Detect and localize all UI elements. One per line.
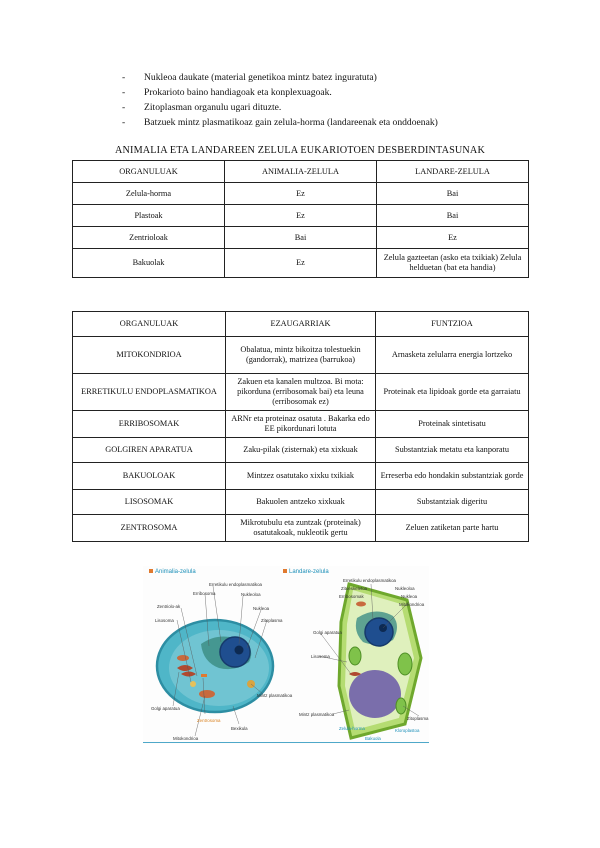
animal-label-membrane: Mintz plasmatikoa xyxy=(257,693,293,698)
table-row xyxy=(73,205,529,227)
animal-label-nucleolus: Nukleoloa xyxy=(241,592,261,597)
table-cell: Mintzez osatutako xixku txikiak xyxy=(226,463,376,490)
plant-label-lysosome: Lisosoma xyxy=(311,654,330,659)
animal-label-ribosome: Erribosoma xyxy=(193,591,216,596)
animal-mitochondrion xyxy=(177,655,189,661)
animal-label-vesicle: Bexikula xyxy=(231,726,248,731)
plant-chloroplast xyxy=(396,698,406,714)
table-cell: Zelula gazteetan (asko eta txikiak) Zelula helduetan (bat eta handia) xyxy=(377,249,529,278)
animal-label-lysosome: Lisosoma xyxy=(155,618,174,623)
table-cell: MITOKONDRIOA xyxy=(73,337,226,374)
table-row xyxy=(73,411,529,438)
table-row xyxy=(73,490,529,515)
table-header: ANIMALIA-ZELULA xyxy=(225,161,377,183)
table-cell: Substantziak metatu eta kanporatu xyxy=(376,438,529,463)
table-cell: LISOSOMAK xyxy=(73,490,226,515)
plant-label-golgi: Golgi aparatua xyxy=(313,630,342,635)
table-cell: Ez xyxy=(225,249,377,278)
table-row xyxy=(73,374,529,411)
list-item: - Batzuek mintz plasmatikoaz gain zelula-horma (landareenak eta onddoenak) xyxy=(122,117,438,128)
plant-vacuole xyxy=(349,670,401,718)
animal-label-golgi: Golgi aparatua xyxy=(151,706,180,711)
plant-label-vacuole: Bakuola xyxy=(365,736,381,741)
table-cell: Erreserba edo hondakin substantziak gorde xyxy=(376,463,529,490)
table-cell: Zeluen zatiketan parte hartu xyxy=(376,515,529,542)
plant-mitochondrion xyxy=(356,602,366,607)
bullet-square-icon xyxy=(149,569,153,573)
animal-label-centrosome: Zentrosoma xyxy=(197,718,221,723)
plant-label-nucleus: Nukleoa xyxy=(401,594,418,599)
table-cell: Ez xyxy=(225,183,377,205)
table-cell: Arnasketa zelularra energia lortzeko xyxy=(376,337,529,374)
table-cell: Substantziak digeritu xyxy=(376,490,529,515)
table-cell: ARNr eta proteinaz osatuta . Bakarka edo EE pikordunari lotuta xyxy=(226,411,376,438)
animal-label-nucleus: Nukleoa xyxy=(253,606,270,611)
plant-label-chloroplast: Kloroplastoa xyxy=(395,728,420,733)
plant-label-cell-wall: Zelula-horma xyxy=(339,726,365,731)
animal-label-centrioles: Zentriolo-ak xyxy=(157,604,181,609)
organelles-table xyxy=(72,311,529,542)
animal-centrosome xyxy=(201,674,207,677)
plant-label-membrane: Mintz plasmatikoa xyxy=(299,712,335,717)
table-header-row xyxy=(73,312,529,337)
table-header: LANDARE-ZELULA xyxy=(377,161,529,183)
plant-label-ribosome: Erribosomak xyxy=(339,594,364,599)
list-item: - Nukleoa daukate (material genetikoa mintz batez inguratuta) xyxy=(122,72,377,83)
table1-title: ANIMALIA ETA LANDAREEN ZELULA EUKARIOTOEN DESBERDINTASUNAK xyxy=(115,145,485,156)
table-header: ORGANULUAK xyxy=(73,161,225,183)
list-item: - Prokarioto baino handiagoak eta konplexuagoak. xyxy=(122,87,332,98)
table-cell: Bakuolak xyxy=(73,249,225,278)
table-row xyxy=(73,227,529,249)
plant-chloroplast xyxy=(398,653,412,675)
bullet-square-icon xyxy=(283,569,287,573)
animal-label-er: Erretikulu endoplasmatikoa xyxy=(209,582,262,587)
table-row xyxy=(73,515,529,542)
table-cell: BAKUOLOAK xyxy=(73,463,226,490)
table-cell: ERRETIKULU ENDOPLASMATIKOA xyxy=(73,374,226,411)
plant-label-cytoplasm: Zitoplasma xyxy=(407,716,429,721)
animal-nucleolus xyxy=(235,646,244,655)
table-cell: Bai xyxy=(225,227,377,249)
figure-bottom-rule xyxy=(143,742,429,743)
plant-label-cytoskeleton: Zitoeskeletoa xyxy=(341,586,368,591)
plant-label-mitochondria: Mitokondrioa xyxy=(399,602,425,607)
table-cell: Zaku-pilak (zisternak) eta xixkuak xyxy=(226,438,376,463)
plant-label-nucleolus: Nukleoloa xyxy=(395,586,415,591)
table-header: FUNTZIOA xyxy=(376,312,529,337)
table-header: ORGANULUAK xyxy=(73,312,226,337)
table-cell: ERRIBOSOMAK xyxy=(73,411,226,438)
table-header-row xyxy=(73,161,529,183)
table-cell: ZENTROSOMA xyxy=(73,515,226,542)
animal-label-cytoplasm: Zitoplasma xyxy=(261,618,283,623)
table-cell: Plastoak xyxy=(73,205,225,227)
table-row xyxy=(73,183,529,205)
table-cell: Bai xyxy=(377,205,529,227)
cell-illustration xyxy=(143,566,429,744)
table-cell: Ez xyxy=(225,205,377,227)
differences-table xyxy=(72,160,529,278)
table-row xyxy=(73,249,529,278)
bullet-list xyxy=(122,70,542,130)
table-row xyxy=(73,463,529,490)
plant-label-er: Erretikulu endoplasmatikoa xyxy=(343,578,396,583)
table-cell: Proteinak sintetisatu xyxy=(376,411,529,438)
plant-cell-title: Landare-zelula xyxy=(283,569,329,575)
animal-mitochondrion xyxy=(199,690,215,698)
table-cell: Mikrotubulu eta zuntzak (proteinak) osatutakoak, nukleotik gertu xyxy=(226,515,376,542)
table-cell: GOLGIREN APARATUA xyxy=(73,438,226,463)
plant-chloroplast xyxy=(349,647,361,665)
animal-label-mitochondria: Mitokondrioa xyxy=(173,736,199,741)
cell-diagram xyxy=(143,566,429,744)
list-item: - Zitoplasman organulu ugari dituzte. xyxy=(122,102,282,113)
table-row xyxy=(73,337,529,374)
table-cell: Zakuen eta kanalen multzoa. Bi mota: pikorduna (erribosomak bai) eta leuna (erribosomak ez) xyxy=(226,374,376,411)
table-cell: Ez xyxy=(377,227,529,249)
table-cell: Bakuolen antzeko xixkuak xyxy=(226,490,376,515)
table-cell: Obalatua, mintz bikoitza tolestuekin (gandorrak), matrizea (barrukoa) xyxy=(226,337,376,374)
table-cell: Proteinak eta lipidoak gorde eta garraiatu xyxy=(376,374,529,411)
animal-cell-title: Animalia-zelula xyxy=(149,569,196,575)
plant-cell xyxy=(339,584,421,738)
table-cell: Bai xyxy=(377,183,529,205)
table-cell: Zentrioloak xyxy=(73,227,225,249)
table-header: EZAUGARRIAK xyxy=(226,312,376,337)
table-row xyxy=(73,438,529,463)
table-cell: Zelula-horma xyxy=(73,183,225,205)
